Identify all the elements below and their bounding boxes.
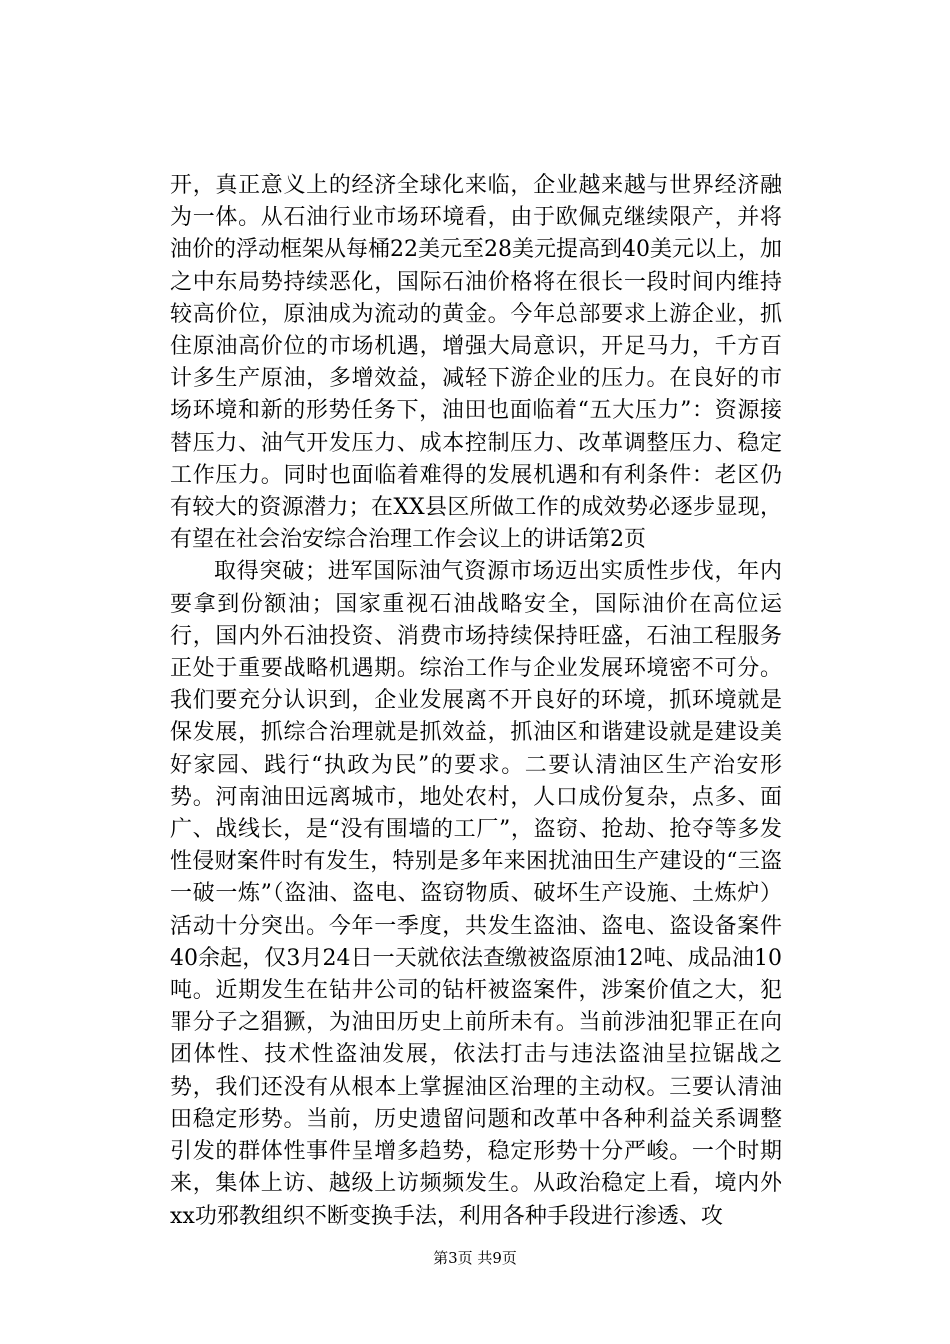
paragraph-1: 开，真正意义上的经济全球化来临，企业越来越与世界经济融为一体。从石油行业市场环境看，由于欧佩克继续限产，并将油价的浮动框架从每桶22美元至28美元提高到40美元以上，加之中东局势持续恶化，国际石油价格将在很长一段时间内维持较高价位，原油成为流动的黄金。今年总部要求上游企业，抓住原油高价位的市场机遇，增强大局意识，开足马力，千方百计多生产原油，多增效益，减轻下游企业的压力。在良好的市场环境和新的形势任务下，油田也面临着“五大压力”：资源接替压力、油气开发压力、成本控制压力、改革调整压力、稳定工作压力。同时也面临着难得的发展机遇和有利条件：老区仍有较大的资源潜力；在XX县区所做工作的成效势必逐步显现，有望在社会治安综合治理工作会议上的讲话第2页 (170, 173, 782, 553)
page-footer: 第3页 共9页 (433, 1249, 517, 1267)
paragraph-2: 取得突破；进军国际油气资源市场迈出实质性步伐，年内要拿到份额油；国家重视石油战略安全，国际油价在高位运行，国内外石油投资、消费市场持续保持旺盛，石油工程服务正处于重要战略机遇期。综治工作与企业发展环境密不可分。我们要充分认识到，企业发展离不开良好的环境，抓环境就是保发展，抓综合治理就是抓效益，抓油区和谐建设就是建设美好家园、践行“执政为民”的要求。二要认清油区生产治安形势。河南油田远离城市，地处农村，人口成份复杂，点多、面广、战线长，是“没有围墙的工厂”，盗窃、抢劫、抢夺等多发性侵财案件时有发生，特别是多年来困扰油田生产建设的“三盗一破一炼”（盗油、盗电、盗窃物质、破坏生产设施、土炼炉）活动十分突出。今年一季度，共发生盗油、盗电、盗设备案件40余起，仅3月24日一天就依法查缴被盗原油12吨、成品油10吨。近期发生在钻井公司的钻杆被盗案件，涉案价值之大，犯罪分子之猖獗，为油田历史上前所未有。当前涉油犯罪正在向团体性、技术性盗油发展，依法打击与违法盗油呈拉锯战之势，我们还没有从根本上掌握油区治理的主动权。三要认清油田稳定形势。当前，历史遗留问题和改革中各种利益关系调整引发的群体性事件呈增多趋势，稳定形势十分严峻。一个时期来，集体上访、越级上访频频发生。从政治稳定上看，境内外xx功邪教组织不断变换手法，利用各种手段进行渗透、攻 (170, 559, 782, 1229)
body-text (170, 170, 782, 1233)
